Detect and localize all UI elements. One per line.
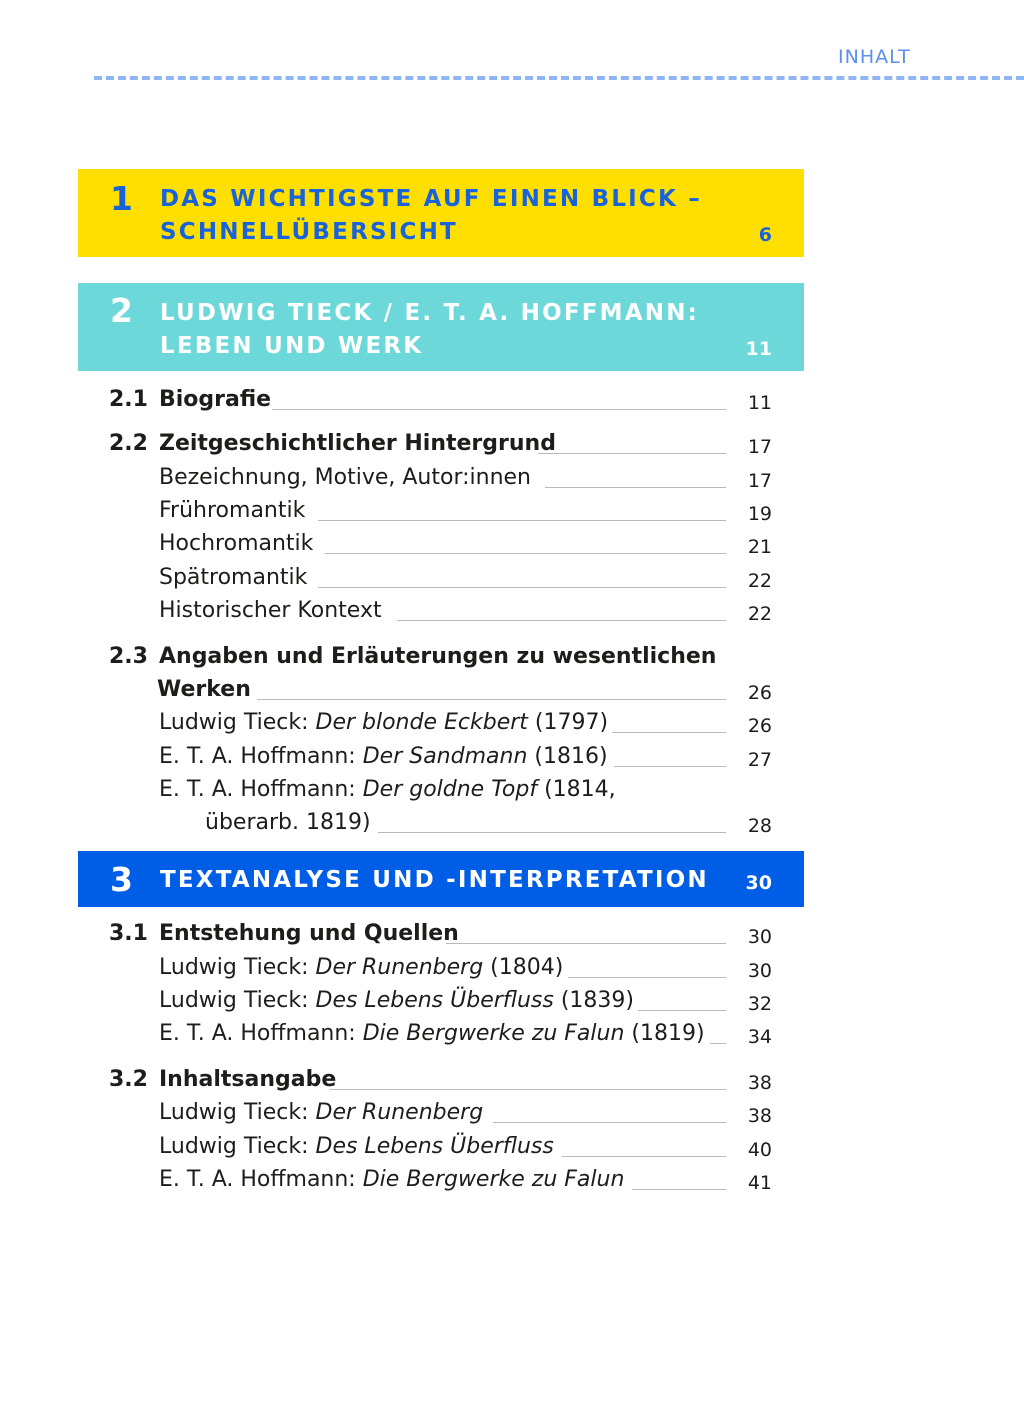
entry-page: 30 [747,960,772,982]
leader-line [568,977,726,978]
entry-label: Inhaltsangabe [159,1067,337,1092]
chapter-number: 1 [110,179,133,218]
entry-label-line2: Werken [157,677,251,702]
section-number: 2.2 [109,431,148,456]
toc-entry[interactable] [0,744,1024,777]
toc-entry[interactable] [0,710,1024,743]
section-number: 3.1 [109,921,148,946]
leader-line [272,409,726,410]
leader-line [545,487,726,488]
entry-page: 21 [747,536,772,558]
entry-page: 27 [747,749,772,771]
section-number: 2.3 [109,644,148,669]
toc-entry[interactable] [0,1167,1024,1200]
toc-entry[interactable] [0,1134,1024,1167]
toc-entry[interactable] [0,677,1024,710]
leader-line [325,553,726,554]
entry-label-line1: E. T. A. Hoffmann: Der goldne Topf (1814, [159,777,616,802]
chapter-3-banner[interactable] [78,851,804,907]
entry-page: 17 [747,436,772,458]
toc-entry[interactable] [0,431,1024,464]
leader-line [614,766,726,767]
entry-label: Ludwig Tieck: Der blonde Eckbert (1797) [159,710,609,735]
entry-label: Ludwig Tieck: Des Lebens Überfluss (1839) [159,988,635,1013]
entry-page: 30 [747,926,772,948]
entry-label: E. T. A. Hoffmann: Die Bergwerke zu Falun (1819) [159,1021,705,1046]
chapter-title-line2: LEBEN UND WERK [160,333,424,359]
toc-entry[interactable] [0,498,1024,531]
chapter-number: 2 [110,291,133,330]
chapter-page: 30 [745,872,772,894]
leader-line [446,943,726,944]
toc-entry[interactable] [0,644,1024,677]
toc-entry[interactable] [0,465,1024,498]
leader-line [378,832,726,833]
entry-page: 28 [747,815,772,837]
entry-label-line1: Angaben und Erläuterungen zu wesentlichen [159,644,717,669]
leader-line [632,1189,726,1190]
toc-entry[interactable] [0,988,1024,1021]
leader-line [318,520,726,521]
section-number: 2.1 [109,387,148,412]
leader-line [562,1156,726,1157]
leader-line [538,453,726,454]
entry-page: 11 [747,392,772,414]
running-header: INHALT [838,46,911,68]
chapter-2-banner[interactable] [78,283,804,371]
leader-line [330,1089,726,1090]
toc-entry[interactable] [0,531,1024,564]
toc-entry[interactable] [0,955,1024,988]
entry-page: 34 [747,1026,772,1048]
chapter-title: TEXTANALYSE UND -INTERPRETATION [160,867,709,893]
leader-line [397,620,726,621]
entry-page: 32 [747,993,772,1015]
entry-page: 22 [747,570,772,592]
toc-entry[interactable] [0,921,1024,954]
entry-label: E. T. A. Hoffmann: Der Sandmann (1816) [159,744,608,769]
entry-label: Spätromantik [159,565,308,590]
entry-label: Zeitgeschichtlicher Hintergrund [159,431,556,456]
chapter-title-line2: SCHNELLÜBERSICHT [160,219,458,245]
chapter-page: 6 [758,224,772,246]
entry-page: 26 [747,715,772,737]
leader-line [493,1122,726,1123]
entry-label: Bezeichnung, Motive, Autor:innen [159,465,531,490]
chapter-1-banner[interactable] [78,169,804,257]
toc-entry[interactable] [0,387,1024,420]
toc-entry[interactable] [0,1100,1024,1133]
entry-label: Ludwig Tieck: Der Runenberg [159,1100,484,1125]
chapter-title-line1: DAS WICHTIGSTE AUF EINEN BLICK – [160,186,702,212]
entry-page: 40 [747,1139,772,1161]
leader-line [257,699,726,700]
entry-label-line2: überarb. 1819) [205,810,371,835]
leader-line [318,587,726,588]
entry-label: Ludwig Tieck: Der Runenberg (1804) [159,955,564,980]
section-number: 3.2 [109,1067,148,1092]
chapter-number: 3 [110,860,133,899]
entry-label: Biografie [159,387,272,412]
chapter-page: 11 [745,338,772,360]
entry-label: Frühromantik [159,498,306,523]
entry-page: 26 [747,682,772,704]
entry-label: Hochromantik [159,531,314,556]
entry-page: 38 [747,1105,772,1127]
toc-entry[interactable] [0,777,1024,810]
entry-label: Ludwig Tieck: Des Lebens Überfluss [159,1134,554,1159]
leader-line [638,1010,726,1011]
entry-label: E. T. A. Hoffmann: Die Bergwerke zu Falun [159,1167,625,1192]
toc-entry[interactable] [0,598,1024,631]
entry-page: 41 [747,1172,772,1194]
leader-line [612,732,726,733]
entry-page: 17 [747,470,772,492]
toc-entry[interactable] [0,565,1024,598]
entry-label: Historischer Kontext [159,598,382,623]
leader-line [710,1043,726,1044]
entry-page: 38 [747,1072,772,1094]
toc-entry[interactable] [0,1021,1024,1054]
header-dashed-rule [94,76,1024,80]
entry-label: Entstehung und Quellen [159,921,459,946]
chapter-title-line1: LUDWIG TIECK / E. T. A. HOFFMANN: [160,300,700,326]
entry-page: 19 [747,503,772,525]
toc-entry[interactable] [0,1067,1024,1100]
toc-entry[interactable] [0,810,1024,843]
entry-page: 22 [747,603,772,625]
